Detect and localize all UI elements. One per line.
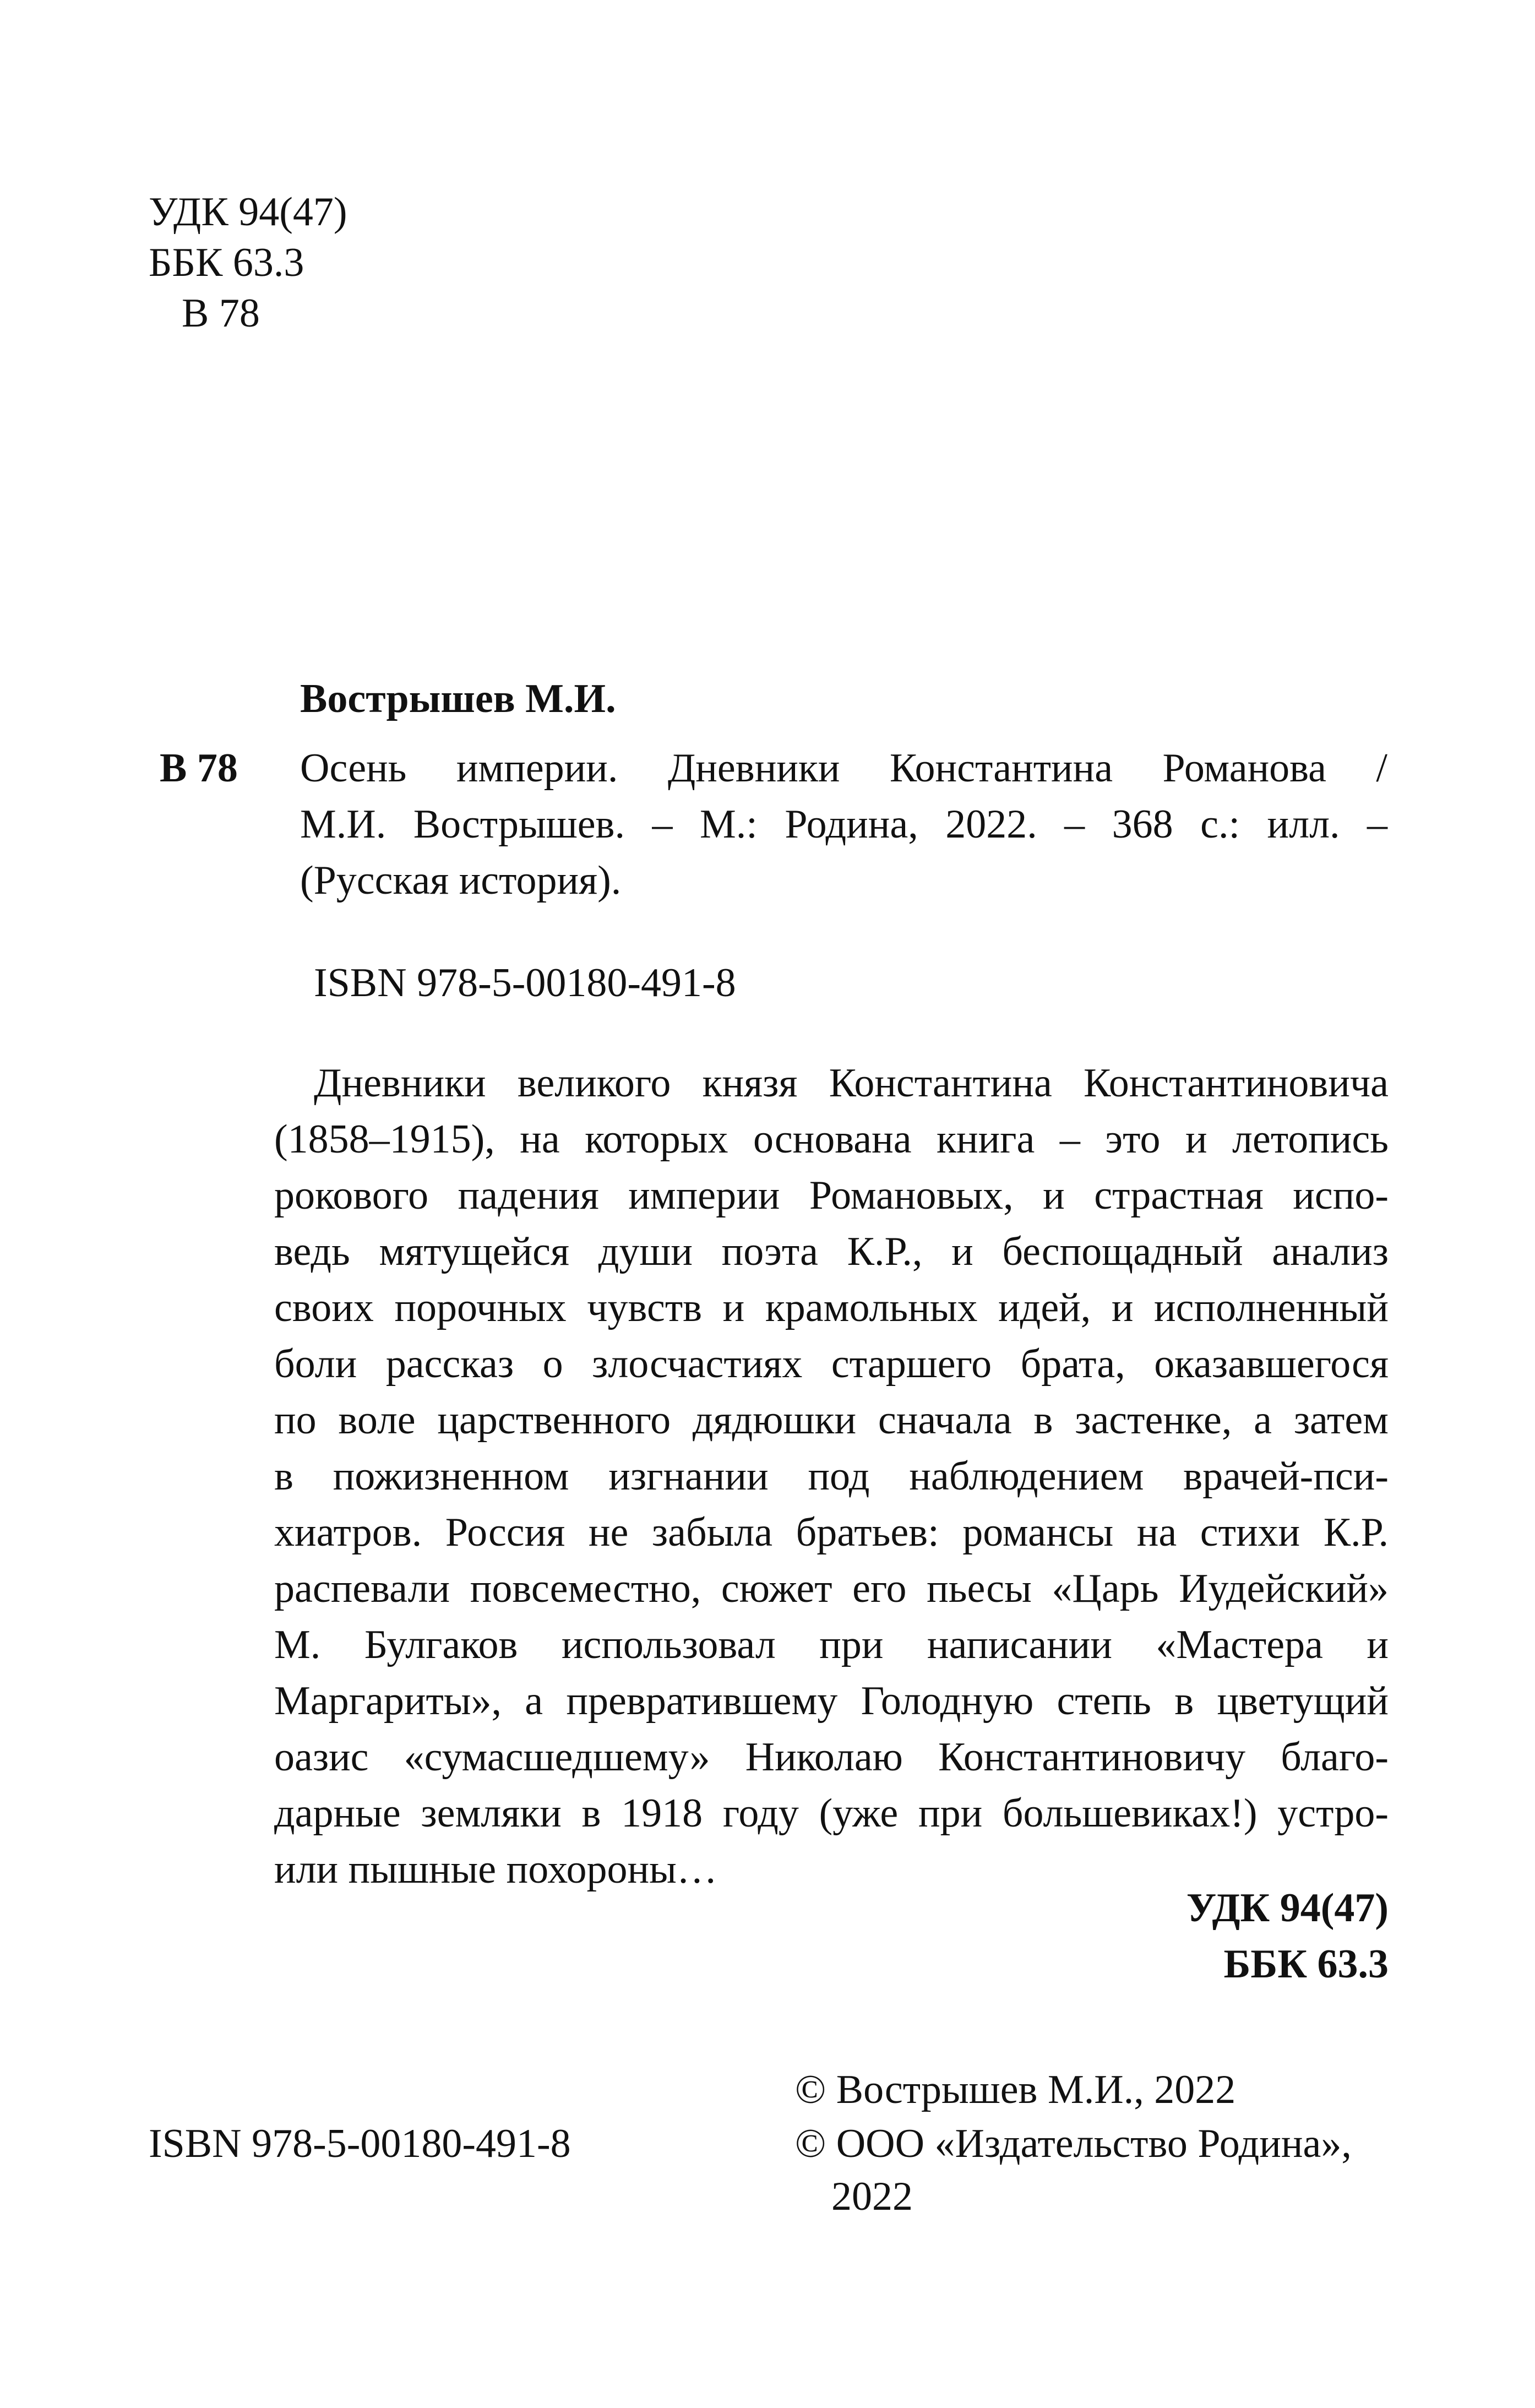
bbk-code-bottom: ББК 63.3 bbox=[1223, 1942, 1389, 1987]
citation-line: М.И. Вострышев. – М.: Родина, 2022. – 368 с.: илл. – bbox=[300, 802, 1387, 847]
annotation-line: ведь мятущейся души поэта К.Р., и беспощадный анализ bbox=[274, 1229, 1389, 1274]
annotation-line: рокового падения империи Романовых, и страстная испо- bbox=[274, 1173, 1389, 1218]
annotation-line: или пышные похороны… bbox=[274, 1847, 717, 1892]
annotation-line: Дневники великого князя Константина Константиновича bbox=[314, 1061, 1389, 1106]
citation-line: Осень империи. Дневники Константина Романова / bbox=[300, 746, 1387, 791]
annotation-line: Маргариты», а превратившему Голодную степь в цветущий bbox=[274, 1678, 1389, 1724]
copyright-author: © Вострышев М.И., 2022 bbox=[795, 2067, 1236, 2112]
annotation-line: распевали повсеместно, сюжет его пьесы «Царь Иудейский» bbox=[274, 1566, 1389, 1611]
bbk-code: ББК 63.3 bbox=[149, 240, 304, 285]
udk-code-bottom: УДК 94(47) bbox=[1186, 1885, 1389, 1931]
cutter-mark-side: В 78 bbox=[160, 746, 238, 791]
isbn-number-bottom: ISBN 978-5-00180-491-8 bbox=[149, 2121, 571, 2166]
isbn-number: ISBN 978-5-00180-491-8 bbox=[314, 960, 736, 1005]
annotation-line: в пожизненном изгнании под наблюдением врачей-пси- bbox=[274, 1454, 1389, 1499]
annotation-line: своих порочных чувств и крамольных идей, и исполненный bbox=[274, 1285, 1389, 1330]
udk-code: УДК 94(47) bbox=[149, 189, 347, 235]
annotation-line: дарные земляки в 1918 году (уже при большевиках!) устро- bbox=[274, 1791, 1389, 1836]
author-heading: Вострышев М.И. bbox=[300, 676, 616, 721]
cutter-mark: В 78 bbox=[182, 291, 260, 336]
annotation-line: М. Булгаков использовал при написании «Мастера и bbox=[274, 1622, 1389, 1667]
annotation-line: оазис «сумасшедшему» Николаю Константиновичу благо- bbox=[274, 1735, 1389, 1780]
annotation-line: хиатров. Россия не забыла братьев: романсы на стихи К.Р. bbox=[274, 1510, 1389, 1555]
annotation-line: (1858–1915), на которых основана книга – это и летопись bbox=[274, 1117, 1389, 1162]
citation-line: (Русская история). bbox=[300, 858, 622, 903]
annotation-line: по воле царственного дядюшки сначала в застенке, а затем bbox=[274, 1398, 1389, 1443]
annotation-line: боли рассказ о злосчастиях старшего брата, оказавшегося bbox=[274, 1341, 1389, 1387]
copyright-publisher: © ООО «Издательство Родина», bbox=[795, 2121, 1352, 2166]
copyright-publisher-year: 2022 bbox=[831, 2174, 913, 2219]
